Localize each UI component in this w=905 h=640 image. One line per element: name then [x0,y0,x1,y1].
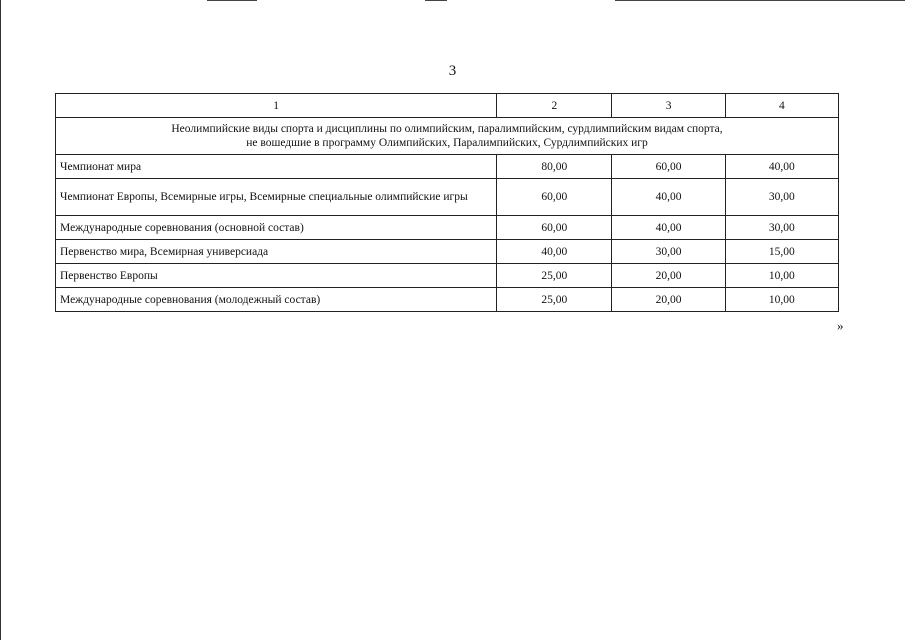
table-row [56,264,839,288]
row-value-col-3: 40,00 [612,216,725,240]
row-value-col-4: 30,00 [725,179,838,216]
row-value-col-2: 80,00 [497,155,612,179]
section-title-line-1: Неолимпийские виды спорта и дисциплины по олимпийским, паралимпийским, сурдлимпийским видам спорта, [171,123,723,135]
row-value-col-4: 15,00 [725,240,838,264]
table-row [56,240,839,264]
row-value-col-2: 60,00 [497,179,612,216]
header-col-4: 4 [725,94,838,118]
header-col-3: 3 [612,94,725,118]
top-rule-3 [615,0,905,1]
row-name: Первенство Европы [56,264,497,288]
section-title [56,118,839,155]
table-row [56,288,839,312]
row-value-col-2: 25,00 [497,264,612,288]
rates-table [55,93,839,312]
row-name: Международные соревнования (основной состав) [56,216,497,240]
table-row [56,216,839,240]
row-name: Первенство мира, Всемирная универсиада [56,240,497,264]
row-name: Международные соревнования (молодежный состав) [56,288,497,312]
section-title-line-2: не вошедшие в программу Олимпийских, Паралимпийских, Сурдлимпийских игр [246,137,648,149]
row-value-col-3: 40,00 [612,179,725,216]
table-row [56,155,839,179]
row-value-col-4: 10,00 [725,264,838,288]
row-name: Чемпионат мира [56,155,497,179]
row-name: Чемпионат Европы, Всемирные игры, Всемирные специальные олимпийские игры [56,179,497,216]
row-value-col-2: 60,00 [497,216,612,240]
top-rule-2 [425,0,447,1]
row-value-col-2: 40,00 [497,240,612,264]
row-value-col-4: 30,00 [725,216,838,240]
row-value-col-3: 30,00 [612,240,725,264]
row-value-col-4: 40,00 [725,155,838,179]
header-col-2: 2 [497,94,612,118]
page-number: 3 [448,63,457,79]
header-col-1: 1 [56,94,497,118]
row-value-col-3: 20,00 [612,264,725,288]
row-value-col-3: 20,00 [612,288,725,312]
top-rule-1 [207,0,257,1]
closing-quote-mark: » [837,318,844,333]
table-row [56,179,839,216]
row-value-col-2: 25,00 [497,288,612,312]
section-title-row [56,118,839,155]
row-value-col-4: 10,00 [725,288,838,312]
row-value-col-3: 60,00 [612,155,725,179]
page-left-edge [0,0,1,640]
table-header-row [56,94,839,118]
